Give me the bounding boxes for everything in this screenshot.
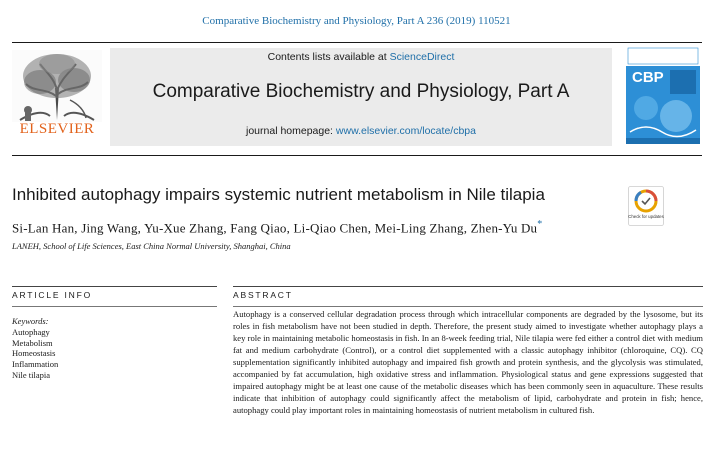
journal-title: Comparative Biochemistry and Physiology, Part A: [152, 81, 570, 102]
homepage-prefix: journal homepage:: [246, 125, 336, 137]
abstract-top-rule: [233, 286, 703, 287]
keyword-item: Homeostasis: [12, 348, 56, 359]
corresponding-author-marker[interactable]: *: [537, 219, 543, 230]
article-title: Inhibited autophagy impairs systemic nutrient metabolism in Nile tilapia: [12, 185, 545, 204]
keyword-item: Nile tilapia: [12, 369, 51, 380]
abstract-heading: ABSTRACT: [233, 290, 293, 300]
contents-lists-line: [110, 51, 612, 63]
sciencedirect-link[interactable]: ScienceDirect: [389, 51, 455, 63]
journal-citation[interactable]: Comparative Biochemistry and Physiology, Part A 236 (2019) 110521: [202, 15, 511, 27]
author-affiliation: LANEH, School of Life Sciences, East China Normal University, Shanghai, China: [12, 241, 291, 251]
elsevier-wordmark: ELSEVIER: [19, 121, 95, 137]
header-top-rule: [12, 42, 702, 43]
article-info-top-rule: [12, 286, 217, 287]
header-bottom-rule: [12, 155, 702, 156]
keyword-item: Autophagy: [12, 327, 50, 337]
journal-cover-image[interactable]: [626, 46, 700, 144]
cover-cbp-text: CBP: [632, 69, 664, 86]
journal-homepage-line: [110, 125, 612, 137]
keyword-item: Inflammation: [12, 359, 59, 370]
check-for-updates-badge[interactable]: [628, 186, 664, 226]
abstract-text: Autophagy is a conserved cellular degradation process through which intracellular components are degraded by the lysosome, but its roles in fish metabolism have not been studied in depth. Therefore, the present study aimed to investigate whether autophagy plays a key role in maintaining metabolic homeostasis in fish. In an 8-week feeding trial, Nile tilapia were fed either a control diet with medium fat and medium carbohydrate (Control), or a control diet supplemented with a classic autophagy inhibitor (chloroquine, CQ). CQ supplementation significantly inhibited autophagy and impaired fish growth and protein synthesis, and the glycolysis was stimulated, accompanied by fat accumulation, high oxidative stress and inflammation. Physiological status and gene expressions suggested that impaired autophagy might be at least one cause of the metabolic diseases which has been commonly seen in aquaculture. These results indicate that inhibition of autophagy could significantly affect the metabolism of lipid, carbohydrate and protein in fish; hence, autophagy could play important roles in maintaining homeostasis of nutrient metabolism in cultured fish.: [233, 309, 703, 415]
contents-prefix: Contents lists available at: [267, 51, 390, 63]
keywords-label: Keywords:: [12, 316, 49, 326]
authors-text: Si-Lan Han, Jing Wang, Yu-Xue Zhang, Fang Qiao, Li-Qiao Chen, Mei-Ling Zhang, Zhen-Yu Du: [12, 220, 538, 236]
journal-homepage-link[interactable]: www.elsevier.com/locate/cbpa: [335, 125, 476, 137]
check-updates-label: Check for updates: [628, 214, 664, 219]
keyword-list: [12, 327, 58, 381]
article-info-heading: ARTICLE INFO: [12, 290, 93, 300]
abstract-bottom-rule: [233, 306, 703, 307]
keyword-item: Metabolism: [12, 337, 53, 348]
article-info-bottom-rule: [12, 306, 217, 307]
author-list: [12, 219, 542, 236]
